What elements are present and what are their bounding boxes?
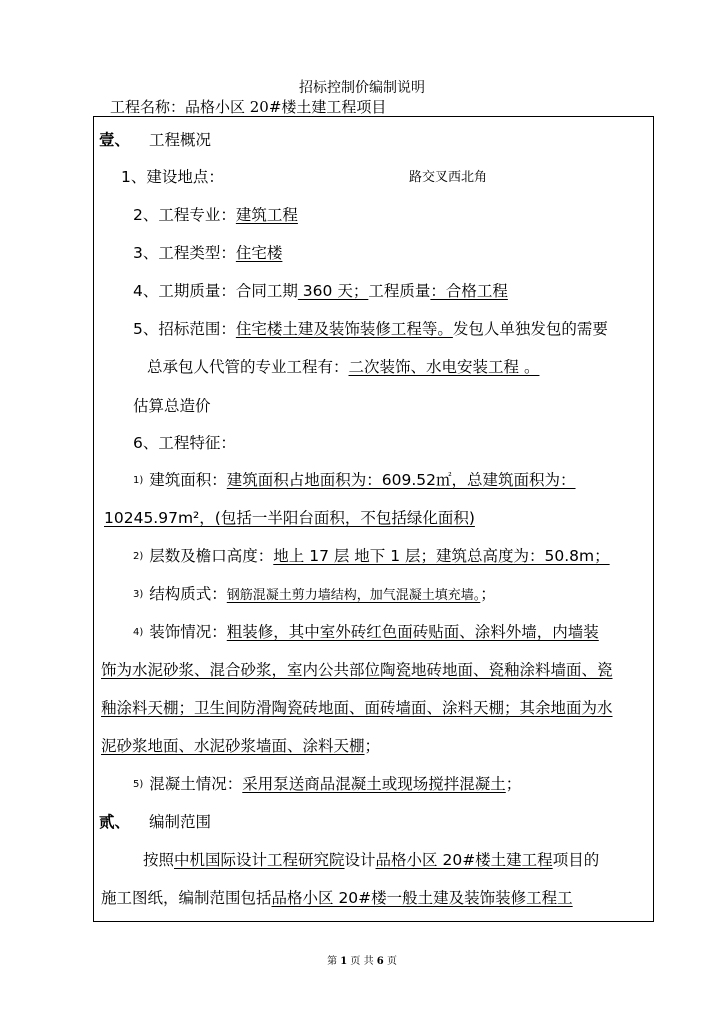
subcontract-label: 总承包人代管的专业工程有： [147, 358, 349, 376]
features-label: 6、工程特征： [133, 434, 236, 452]
type-row [133, 241, 282, 263]
feature-4-line-2: 饰为水泥砂浆、混合砂浆，室内公共部位陶瓷地砖地面、瓷釉涂料墙面、瓷 [101, 661, 613, 679]
feature-5-tail: ； [505, 775, 522, 793]
scope-value: 住宅楼土建及装饰装修工程等。 [235, 320, 453, 338]
period-value: 360 天； [297, 282, 369, 300]
feature-3 [133, 582, 496, 604]
section2-heading [99, 810, 211, 832]
feature-4-line-3-row [101, 696, 613, 718]
subcontract-row [147, 355, 539, 377]
quality-value: ：合格工程 [430, 282, 508, 300]
feature-1-label: 建筑面积： [149, 471, 227, 489]
major-label: 2、工程专业： [133, 206, 236, 224]
major-value: 建筑工程 [235, 206, 298, 224]
feature-1-cont [104, 506, 475, 528]
para-text-e: 项目的 [552, 851, 600, 869]
feature-5-label: 混凝土情况： [149, 775, 243, 793]
feature-4-line-1: 粗装修，其中室外砖红色面砖贴面、涂料外墙，内墙装 [226, 623, 599, 641]
feature-5-value: 采用泵送商品混凝土或现场搅拌混凝土 [242, 775, 506, 793]
location-value: 路交叉西北角 [409, 170, 488, 185]
para-text-c: 设计 [344, 851, 376, 869]
section2-para-line-1 [143, 848, 599, 870]
feature-4 [133, 620, 599, 642]
period-row [133, 279, 508, 301]
footer-suffix: 页 [386, 956, 397, 967]
feature-4-line-4-row [101, 734, 380, 756]
feature-4-line-3: 釉涂料天棚；卫生间防滑陶瓷砖地面、面砖墙面、涂料天棚；其余地面为水 [101, 699, 613, 717]
footer-prefix: 第 [327, 956, 338, 967]
feature-5-number: 5) [133, 779, 144, 790]
feature-5 [133, 772, 521, 794]
feature-1-value-cont: 10245.97m²，(包括一半阳台面积，不包括绿化面积) [104, 509, 475, 527]
feature-2 [133, 544, 610, 566]
section2-title: 编制范围 [148, 813, 211, 831]
project-name: 工程名称：品格小区 20#楼土建工程项目 [110, 98, 387, 116]
scope-rest: 发包人单独发包的需要 [452, 320, 608, 338]
type-label: 3、工程类型： [133, 244, 236, 262]
footer-page-number: 1 [340, 956, 348, 967]
type-value: 住宅楼 [235, 244, 283, 262]
designer-name: 中机国际设计工程研究院 [174, 851, 345, 869]
feature-2-value: 地上 17 层 地下 1 层；建筑总高度为：50.8m； [273, 547, 610, 565]
feature-4-number: 4) [133, 627, 144, 638]
estimate-label: 估算总造价 [133, 397, 211, 415]
feature-4-line-4: 泥砂浆地面、水泥砂浆墙面、涂料天棚 [101, 737, 365, 755]
location-label: 1、建设地点： [121, 168, 224, 186]
para-text-a: 按照 [143, 851, 175, 869]
feature-3-label: 结构质式： [149, 585, 227, 603]
section2-number: 贰、 [99, 813, 131, 831]
feature-3-value: 钢筋混凝土剪力墙结构，加气混凝土填充墙。 [226, 588, 481, 603]
period-label: 4、工期质量：合同工期 [133, 282, 298, 300]
feature-1-number: 1) [133, 475, 144, 486]
feature-4-line-2-row [101, 658, 613, 680]
section1-title: 工程概况 [148, 131, 211, 149]
feature-4-tail: ； [364, 737, 381, 755]
section2-para-line-2 [101, 886, 573, 908]
document-title: 招标控制价编制说明 [299, 80, 425, 96]
feature-2-label: 层数及檐口高度： [149, 547, 274, 565]
footer-mid: 页 共 [350, 956, 374, 967]
feature-3-tail: ； [480, 585, 496, 603]
section1-heading [99, 128, 211, 150]
page-footer [0, 952, 724, 967]
footer-page-total: 6 [376, 956, 384, 967]
scope-label: 5、招标范围： [133, 320, 236, 338]
scope-ref: 品格小区 20#楼一般土建及装饰装修工程工 [271, 889, 573, 907]
scope-row [133, 317, 608, 339]
project-ref: 品格小区 20#楼土建工程 [375, 851, 553, 869]
feature-3-number: 3) [133, 589, 144, 600]
major-row [133, 203, 298, 225]
feature-1 [133, 468, 576, 490]
feature-4-label: 装饰情况： [149, 623, 227, 641]
feature-2-number: 2) [133, 551, 144, 562]
subcontract-value: 二次装饰、水电安装工程 。 [348, 358, 540, 376]
para-text-f: 施工图纸，编制范围包括 [101, 889, 272, 907]
quality-label: 工程质量 [368, 282, 431, 300]
section1-number: 壹、 [99, 131, 131, 149]
feature-1-value: 建筑面积占地面积为：609.52㎡，总建筑面积为： [226, 471, 576, 489]
